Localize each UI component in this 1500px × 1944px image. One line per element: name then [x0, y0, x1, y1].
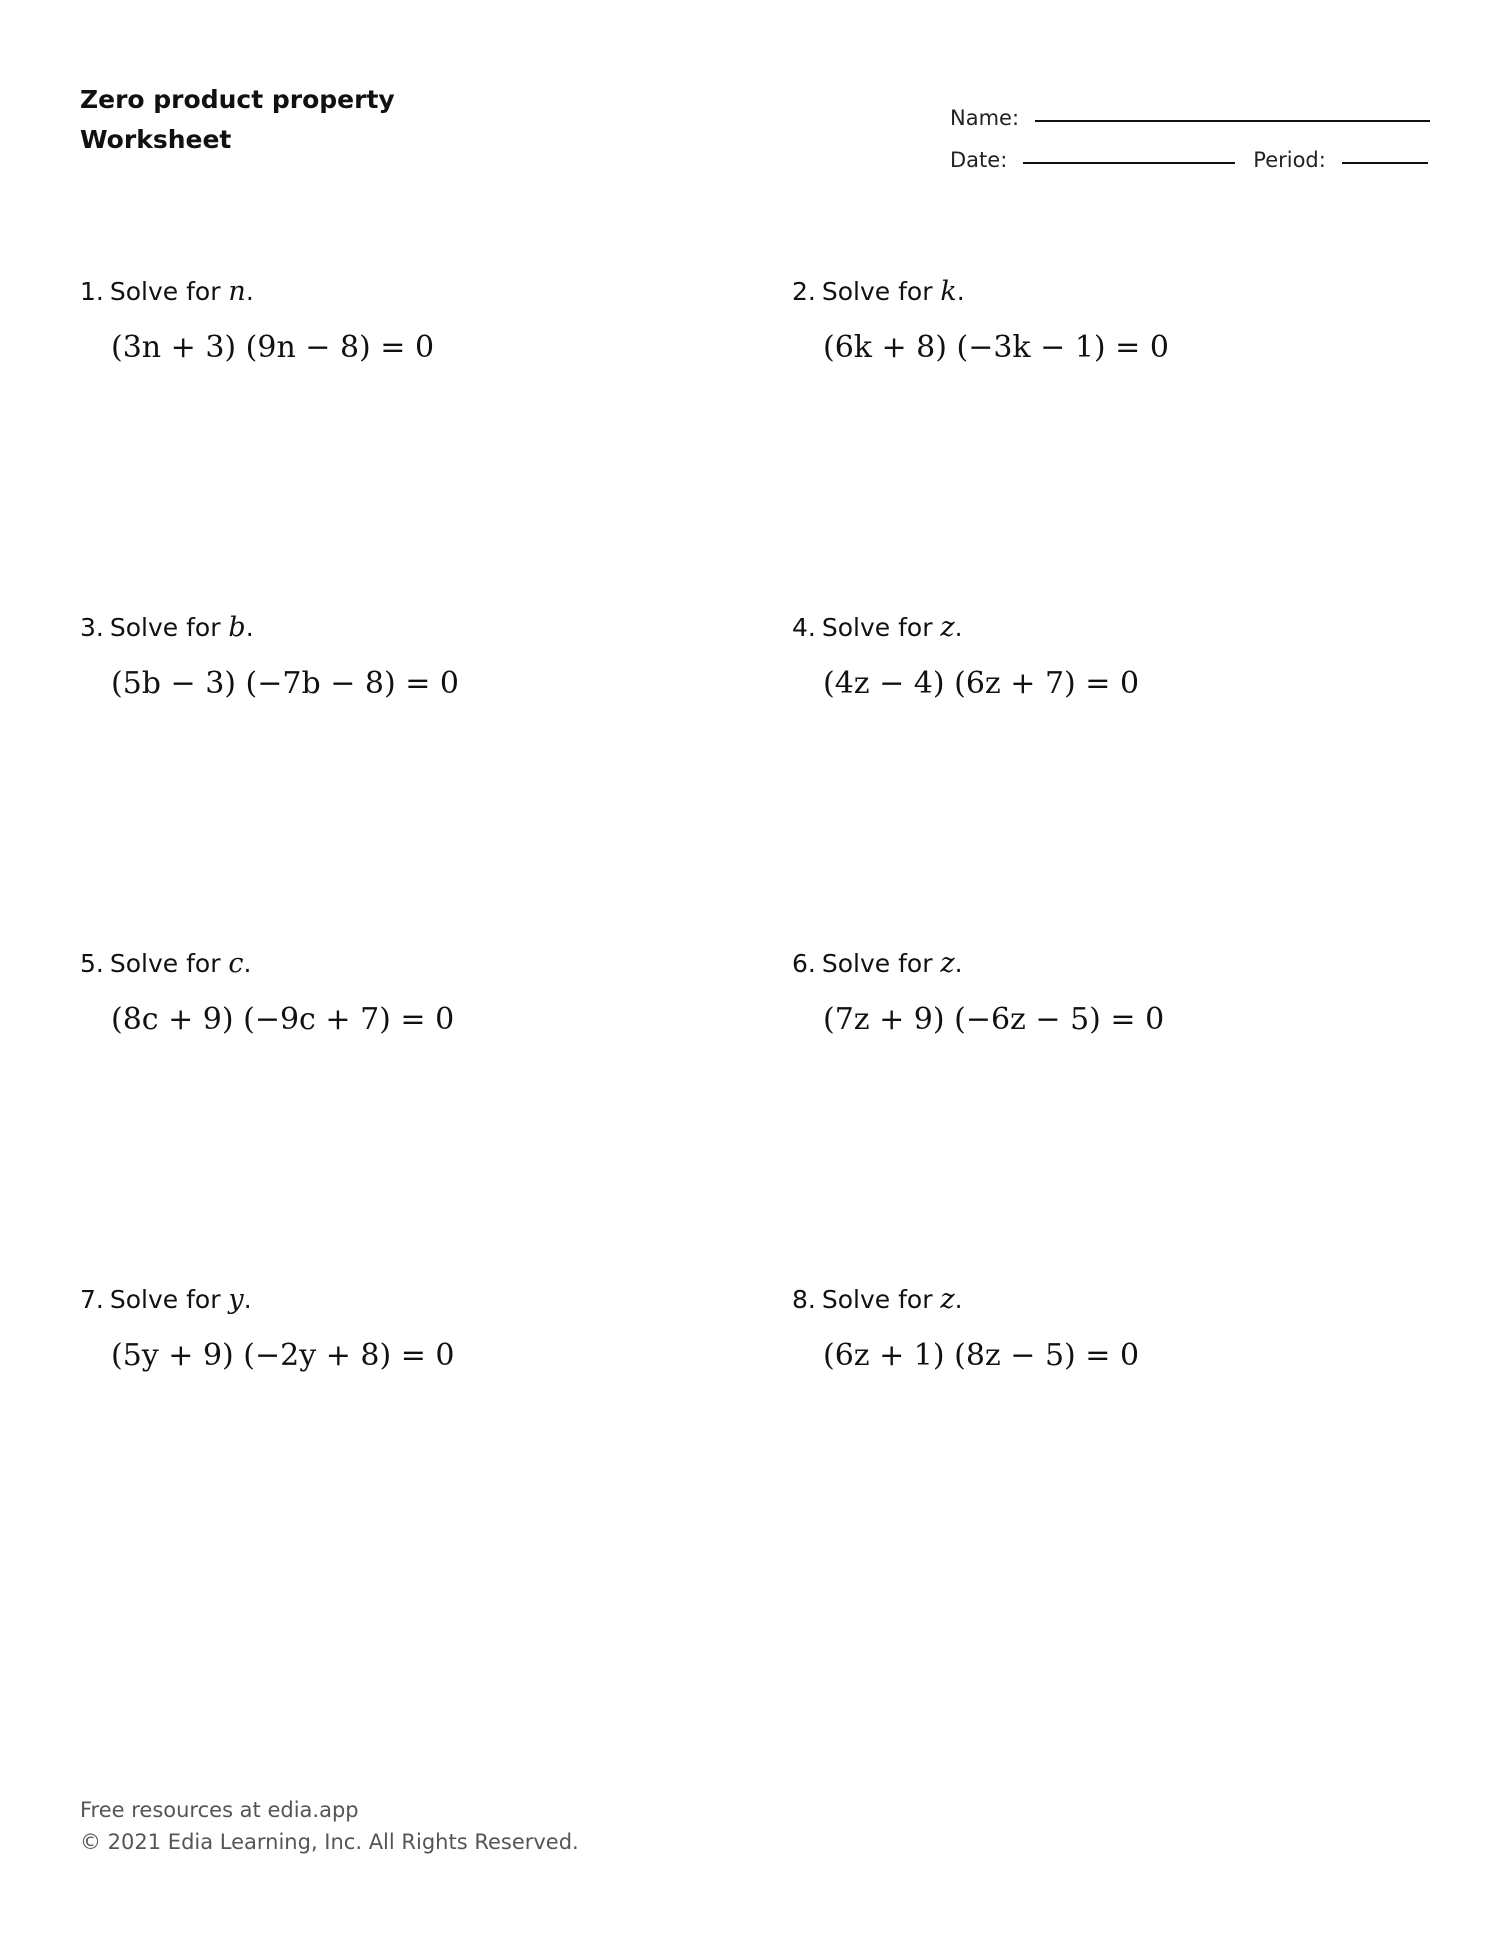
problem-equation: (6z + 1) (8z − 5) = 0	[823, 1338, 1140, 1373]
problem-8	[792, 1280, 1412, 1376]
prompt-text: Solve for	[109, 613, 221, 642]
name-row	[950, 88, 1430, 130]
problem-3	[80, 608, 700, 704]
worksheet-title	[80, 80, 395, 160]
problem-prompt: 6. Solve for z.	[792, 948, 963, 979]
name-blank-line[interactable]	[1035, 120, 1430, 122]
footer-copyright-text: © 2021 Edia Learning, Inc. All Rights Reserved.	[80, 1830, 579, 1854]
problem-variable: z	[940, 612, 955, 643]
period-label: Period:	[1253, 148, 1326, 172]
prompt-text: Solve for	[821, 949, 933, 978]
problem-prompt: 8. Solve for z.	[792, 1284, 963, 1315]
problem-equation: (3n + 3) (9n − 8) = 0	[111, 330, 435, 365]
period-blank-line[interactable]	[1342, 162, 1428, 164]
footer-resources-text: Free resources at edia.app	[80, 1798, 359, 1822]
prompt-text: Solve for	[821, 613, 933, 642]
prompt-text: Solve for	[109, 949, 221, 978]
date-label: Date:	[950, 148, 1008, 172]
prompt-text: Solve for	[109, 1285, 221, 1314]
prompt-text: Solve for	[821, 1285, 933, 1314]
problem-prompt: 1. Solve for n.	[80, 276, 254, 307]
problem-number: 5.	[80, 949, 104, 978]
problem-variable: k	[940, 276, 957, 307]
prompt-text: Solve for	[821, 277, 933, 306]
title-line-2: Worksheet	[80, 125, 232, 154]
problem-1	[80, 272, 700, 368]
problem-prompt: 4. Solve for z.	[792, 612, 963, 643]
problem-equation: (4z − 4) (6z + 7) = 0	[823, 666, 1140, 701]
page-footer	[80, 1794, 579, 1858]
problem-variable: b	[228, 612, 246, 643]
problem-2	[792, 272, 1412, 368]
student-info-fields	[950, 88, 1430, 172]
problem-number: 8.	[792, 1285, 816, 1314]
problem-variable: c	[228, 948, 244, 979]
problem-number: 3.	[80, 613, 104, 642]
problem-variable: y	[228, 1284, 244, 1315]
problem-equation: (6k + 8) (−3k − 1) = 0	[823, 330, 1169, 365]
title-line-1: Zero product property	[80, 85, 395, 114]
problem-prompt: 3. Solve for b.	[80, 612, 254, 643]
name-label: Name:	[950, 106, 1020, 130]
problem-7	[80, 1280, 700, 1376]
problem-prompt: 7. Solve for y.	[80, 1284, 252, 1315]
problem-6	[792, 944, 1412, 1040]
problem-prompt: 2. Solve for k.	[792, 276, 965, 307]
problem-4	[792, 608, 1412, 704]
date-period-row	[950, 130, 1430, 172]
problem-variable: z	[940, 948, 955, 979]
problem-number: 6.	[792, 949, 816, 978]
problem-equation: (5y + 9) (−2y + 8) = 0	[111, 1338, 455, 1373]
problem-number: 2.	[792, 277, 816, 306]
date-blank-line[interactable]	[1023, 162, 1235, 164]
problem-number: 4.	[792, 613, 816, 642]
problem-equation: (5b − 3) (−7b − 8) = 0	[111, 666, 459, 701]
problem-equation: (7z + 9) (−6z − 5) = 0	[823, 1002, 1165, 1037]
problem-5	[80, 944, 700, 1040]
problem-number: 1.	[80, 277, 104, 306]
problem-variable: n	[228, 276, 246, 307]
problem-number: 7.	[80, 1285, 104, 1314]
problem-variable: z	[940, 1284, 955, 1315]
prompt-text: Solve for	[109, 277, 221, 306]
problem-equation: (8c + 9) (−9c + 7) = 0	[111, 1002, 455, 1037]
problem-prompt: 5. Solve for c.	[80, 948, 252, 979]
